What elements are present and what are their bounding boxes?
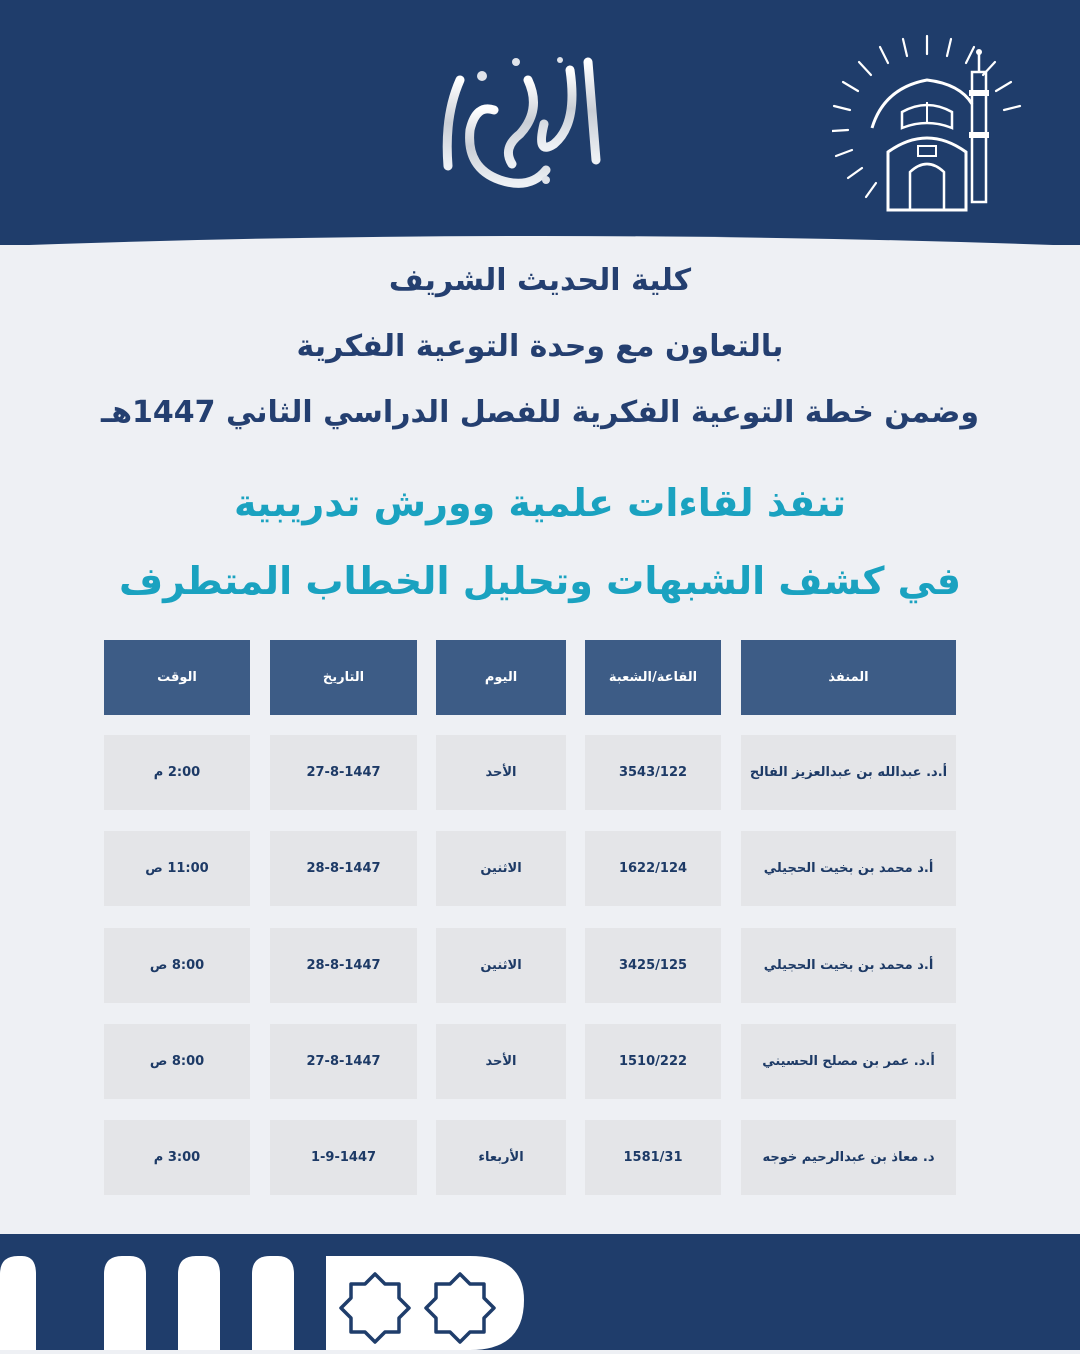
mosque-emblem-icon [832,32,1022,212]
time-cell: 11:00 ص [104,831,250,906]
announcement-heading [60,248,1020,620]
day-cell: الأحد [436,735,566,810]
date-cell: 28-8-1447 [270,831,417,906]
calligraphy-artwork [420,40,620,200]
date-cell: 1-9-1447 [270,1120,417,1195]
college-name: كلية الحديث الشريف [388,263,692,298]
partner-unit: بالتعاون مع وحدة التوعية الفكرية [296,329,784,364]
executor-cell: أ.د محمد بن بخيت الحجيلي [741,831,956,906]
date-cell: 27-8-1447 [270,735,417,810]
bottom-banner [0,1234,1080,1350]
program-context: وضمن خطة التوعية الفكرية للفصل الدراسي الثاني 1447هـ [100,395,980,430]
col-header-executor: المنفذ [741,640,956,715]
col-header-date: التاريخ [270,640,417,715]
room-cell: 1510/222 [585,1024,721,1099]
room-cell: 3425/125 [585,928,721,1003]
topic-line-2: في كشف الشبهات وتحليل الخطاب المتطرف [119,559,961,603]
executor-cell: أ.د. عمر بن مصلح الحسيني [741,1024,956,1099]
executor-cell: د. معاذ بن عبدالرحيم خوجه [741,1120,956,1195]
room-cell: 1581/31 [585,1120,721,1195]
top-banner [0,0,1080,245]
university-logo [832,32,1022,212]
time-cell: 8:00 ص [104,1024,250,1099]
col-header-day: اليوم [436,640,566,715]
date-cell: 28-8-1447 [270,928,417,1003]
executor-cell: أ.د. عبدالله بن عبدالعزيز الفالح [741,735,956,810]
announcement-calligraphy [420,40,620,200]
time-cell: 8:00 ص [104,928,250,1003]
col-header-room: القاعة/الشعبة [585,640,721,715]
executor-cell: أ.د محمد بن بخيت الحجيلي [741,928,956,1003]
decorative-footer-pattern [0,1234,1080,1350]
day-cell: الاثنين [436,928,566,1003]
time-cell: 3:00 م [104,1120,250,1195]
schedule-table [104,640,956,1200]
topic-line-1: تنفذ لقاءات علمية وورش تدريبية [233,481,846,525]
day-cell: الاثنين [436,831,566,906]
banner-curve [0,230,1080,246]
col-header-time: الوقت [104,640,250,715]
room-cell: 3543/122 [585,735,721,810]
date-cell: 27-8-1447 [270,1024,417,1099]
room-cell: 1622/124 [585,831,721,906]
day-cell: الأحد [436,1024,566,1099]
day-cell: الأربعاء [436,1120,566,1195]
time-cell: 2:00 م [104,735,250,810]
